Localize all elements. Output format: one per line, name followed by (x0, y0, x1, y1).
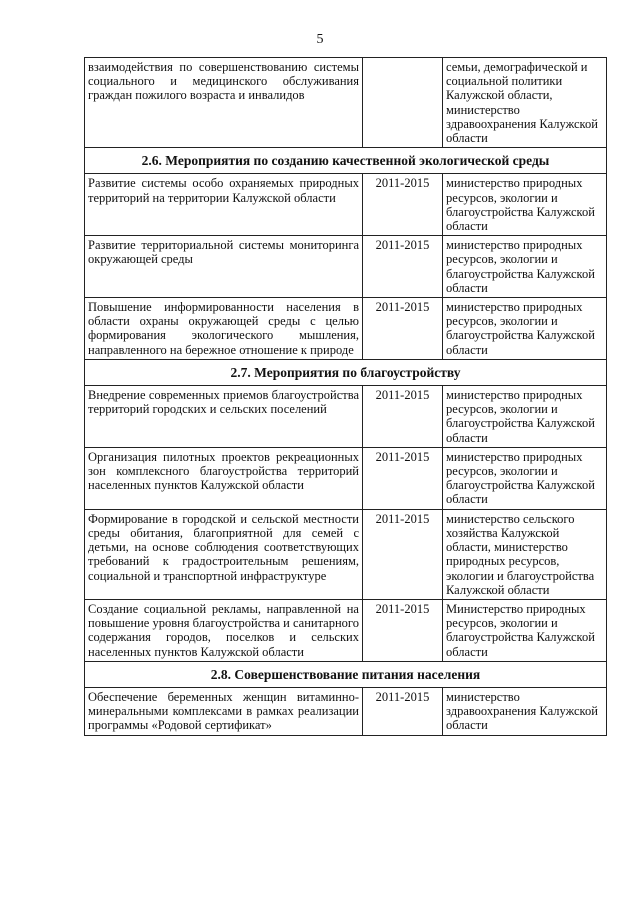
executor-cell: министерство природных ресурсов, экологии и благоустройства Калужской области (443, 298, 607, 360)
activity-cell: Создание социальной рекламы, направленной на повышение уровня благоустройства и санитарного содержания городов, поселков и сельских населенных пунктов Калужской области (85, 599, 363, 661)
section-title: 2.8. Совершенствование питания населения (85, 661, 607, 687)
period-cell: 2011-2015 (363, 298, 443, 360)
table-row (85, 298, 607, 360)
activity-cell: Внедрение современных приемов благоустройства территорий городских и сельских поселений (85, 386, 363, 448)
period-cell: 2011-2015 (363, 509, 443, 599)
table-row (85, 599, 607, 661)
table-row (85, 386, 607, 448)
section-row (85, 359, 607, 385)
section-row (85, 661, 607, 687)
page-number: 5 (316, 32, 324, 47)
executor-cell: семьи, демографической и социальной политики Калужской области, министерство здравоохранения Калужской области (443, 58, 607, 148)
activity-cell: Развитие территориальной системы мониторинга окружающей среды (85, 236, 363, 298)
activity-cell: взаимодействия по совершенствованию системы социального и медицинского обслуживания граждан пожилого возраста и инвалидов (85, 58, 363, 148)
table-row (85, 58, 607, 148)
executor-cell: министерство природных ресурсов, экологии и благоустройства Калужской области (443, 386, 607, 448)
executor-cell: министерство природных ресурсов, экологии и благоустройства Калужской области (443, 174, 607, 236)
period-cell: 2011-2015 (363, 599, 443, 661)
period-cell: 2011-2015 (363, 687, 443, 735)
table-row (85, 687, 607, 735)
period-cell: 2011-2015 (363, 386, 443, 448)
section-title: 2.7. Мероприятия по благоустройству (85, 359, 607, 385)
activity-cell: Организация пилотных проектов рекреационных зон комплексного благоустройства территорий населенных пунктов Калужской области (85, 447, 363, 509)
section-row (85, 148, 607, 174)
executor-cell: министерство сельского хозяйства Калужской области, министерство природных ресурсов, экологии и благоустройства Калужской области (443, 509, 607, 599)
activity-cell: Формирование в городской и сельской местности среды обитания, благоприятной для семей с детьми, на основе соблюдения соответствующих требований к градостроительным решениям, социальной и транспортной инфраструктуре (85, 509, 363, 599)
period-cell: 2011-2015 (363, 174, 443, 236)
activity-cell: Повышение информированности населения в области охраны окружающей среды с целью формирования экологического мышления, направленного на бережное отношение к природе (85, 298, 363, 360)
activity-cell: Развитие системы особо охраняемых природных территорий на территории Калужской области (85, 174, 363, 236)
executor-cell: министерство здравоохранения Калужской области (443, 687, 607, 735)
period-cell: 2011-2015 (363, 447, 443, 509)
executor-cell: министерство природных ресурсов, экологии и благоустройства Калужской области (443, 236, 607, 298)
section-title: 2.6. Мероприятия по созданию качественной экологической среды (85, 148, 607, 174)
table-row (85, 174, 607, 236)
period-cell: 2011-2015 (363, 236, 443, 298)
table-row (85, 236, 607, 298)
measures-table-body (85, 58, 607, 736)
period-cell (363, 58, 443, 148)
table-row (85, 509, 607, 599)
executor-cell: Министерство природных ресурсов, экологии и благоустройства Калужской области (443, 599, 607, 661)
executor-cell: министерство природных ресурсов, экологии и благоустройства Калужской области (443, 447, 607, 509)
activity-cell: Обеспечение беременных женщин витаминно-минеральными комплексами в рамках реализации программы «Родовой сертификат» (85, 687, 363, 735)
measures-table (84, 57, 607, 736)
table-row (85, 447, 607, 509)
